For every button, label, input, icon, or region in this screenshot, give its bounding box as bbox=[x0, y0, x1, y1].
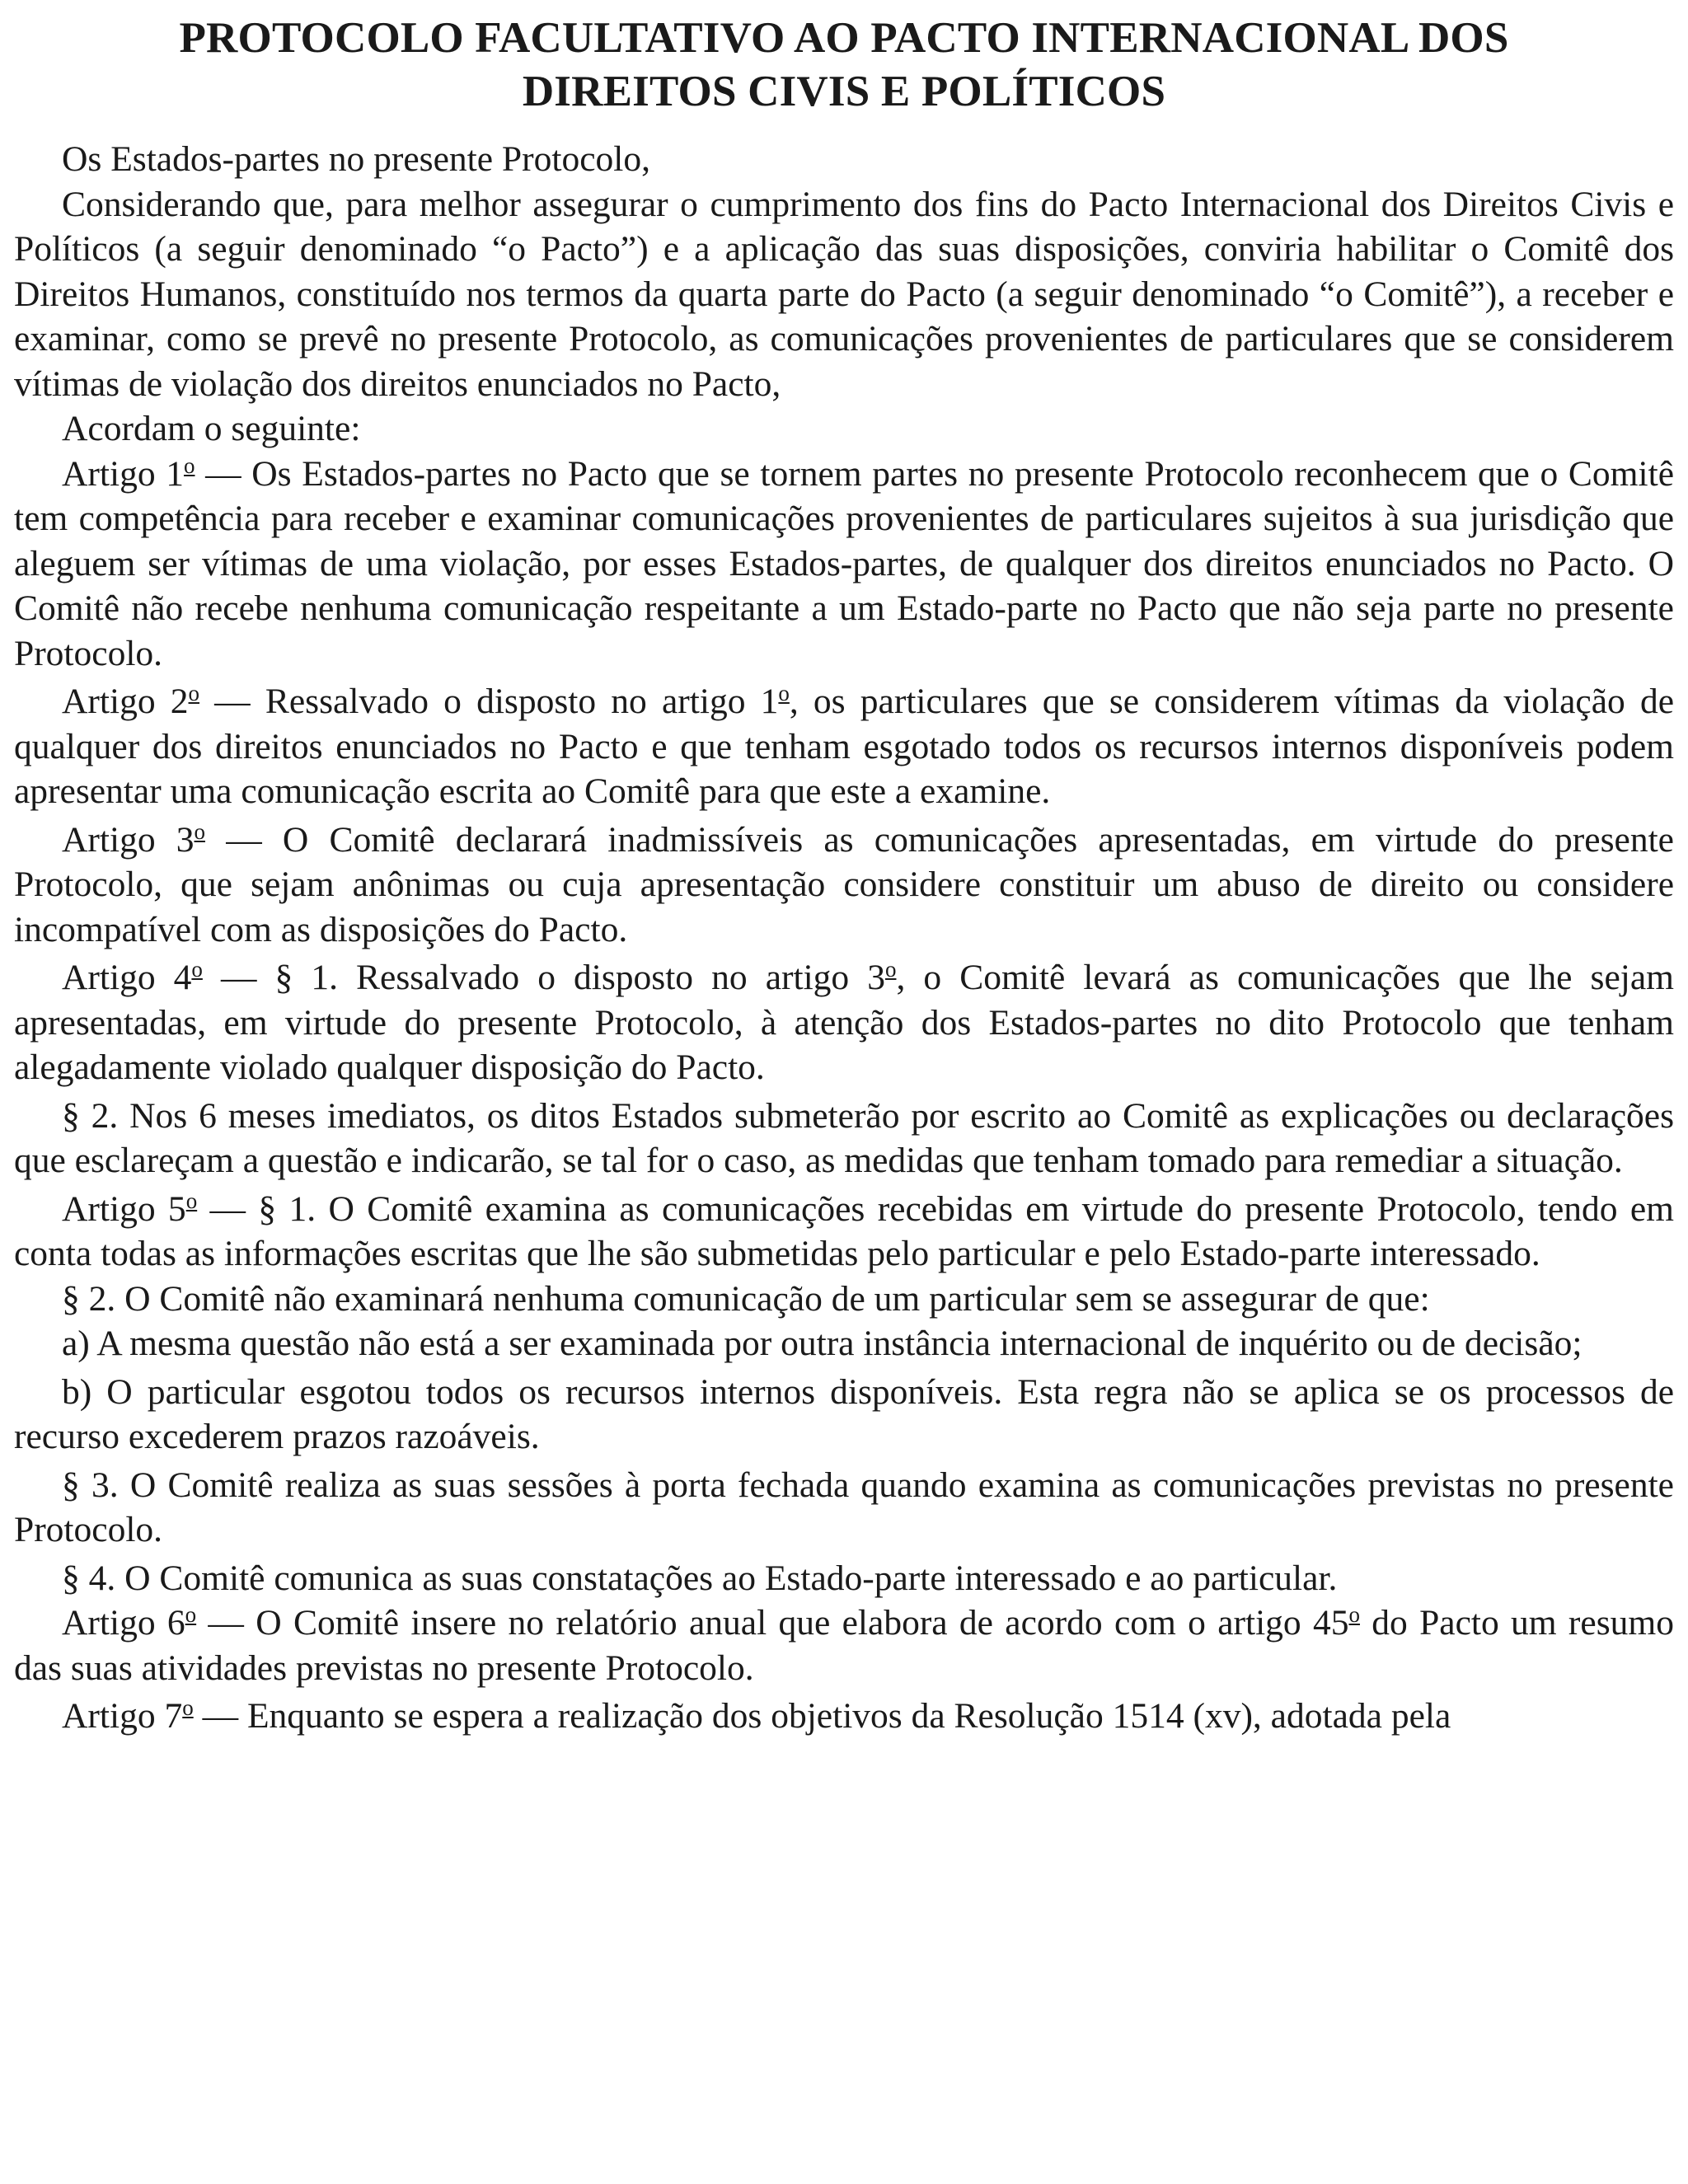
title-line-2: DIREITOS CIVIS E POLÍTICOS bbox=[522, 68, 1166, 115]
ordinal-mark: o bbox=[185, 1602, 197, 1628]
document-page bbox=[14, 12, 1674, 1739]
article-1: Artigo 1$^o$ — Os Estados-partes no Pacto que se tornem partes no presente Protocolo reconhecem que o Comitê tem competência para receber e examinar comunicações provenientes de particulares sujeitos à sua jurisdição que aleguem ser vítimas de uma violação, por esses Estados-partes, de qualquer dos direitos enunciados no Pacto. O Comitê não recebe nenhuma comunicação respeitante a um Estado-parte no Pacto que não seja parte no presente Protocolo. bbox=[14, 452, 1674, 673]
preamble-parties: Os Estados-partes no presente Protocolo, bbox=[62, 139, 650, 179]
ordinal-mark: o bbox=[194, 818, 205, 844]
ordinal-mark: o bbox=[1348, 1602, 1360, 1628]
article-5-paragraph-4: § 4. O Comitê comunica as suas constatações ao Estado-parte interessado e ao particular. bbox=[62, 1558, 1338, 1598]
ordinal-mark: o bbox=[182, 1695, 194, 1721]
article-5-item-a: a) A mesma questão não está a ser examinada por outra instância internacional de inquérito ou de decisão; bbox=[62, 1324, 1582, 1363]
title-line-1: PROTOCOLO FACULTATIVO AO PACTO INTERNACIONAL DOS bbox=[179, 14, 1509, 62]
preamble-agree: Acordam o seguinte: bbox=[62, 409, 361, 448]
ordinal-mark: o bbox=[183, 452, 195, 478]
document-title bbox=[14, 12, 1674, 119]
ordinal-mark: o bbox=[188, 681, 199, 706]
ordinal-mark: o bbox=[778, 681, 790, 706]
ordinal-mark: o bbox=[185, 1188, 198, 1213]
preamble-considering: Considerando que, para melhor assegurar o cumprimento dos fins do Pacto Internacional dos Direitos Civis e Políticos (a seguir denominado “o Pacto”) e a aplicação das suas disposições, conviria habilitar o Comitê dos Direitos Humanos, constituído nos termos da quarta parte do Pacto (a seguir denominado “o Comitê”), a receber e examinar, como se prevê no presente Protocolo, as comunicações provenientes de particulares que se considerem vítimas de violação dos direitos enunciados no Pacto, bbox=[14, 184, 1674, 404]
article-3: Artigo 3$^o$ — O Comitê declarará inadmissíveis as comunicações apresentadas, em virtude do presente Protocolo, que sejam anônimas ou cuja apresentação considere constituir um abuso de direito ou considere incompatível com as disposições do Pacto. bbox=[14, 818, 1674, 949]
ordinal-mark: o bbox=[191, 957, 203, 982]
article-4-paragraph-1: Artigo 4$^o$ — § 1. Ressalvado o disposto no artigo 3$^o$, o Comitê levará as comunicações que lhe sejam apresentadas, em virtude do presente Protocolo, à atenção dos Estados-partes no dito Protocolo que tenham alegadamente violado qualquer disposição do Pacto. bbox=[14, 957, 1674, 1087]
article-2: Artigo 2$^o$ — Ressalvado o disposto no artigo 1$^o$, os particulares que se considerem vítimas da violação de qualquer dos direitos enunciados no Pacto e que tenham esgotado todos os recursos internos disponíveis podem apresentar uma comunicação escrita ao Comitê para que este a examine. bbox=[14, 681, 1675, 811]
article-6: Artigo 6$^o$ — O Comitê insere no relatório anual que elabora de acordo com o artigo 45$^o$ do Pacto um resumo das suas atividades previstas no presente Protocolo. bbox=[14, 1602, 1674, 1688]
article-7: Artigo 7$^o$ — Enquanto se espera a realização dos objetivos da Resolução 1514 (xv), adotada pela bbox=[62, 1695, 1451, 1736]
article-5-paragraph-1: Artigo 5$^o$ — § 1. O Comitê examina as comunicações recebidas em virtude do presente Protocolo, tendo em conta todas as informações escritas que lhe são submetidas pelo particular e pelo Estado-parte interessado. bbox=[14, 1188, 1674, 1273]
article-4-paragraph-2: § 2. Nos 6 meses imediatos, os ditos Estados submeterão por escrito ao Comitê as explicações ou declarações que esclareçam a questão e indicarão, se tal for o caso, as medidas que tenham tomado para remediar a situação. bbox=[14, 1095, 1674, 1180]
article-5-paragraph-2: § 2. O Comitê não examinará nenhuma comunicação de um particular sem se assegurar de que: bbox=[62, 1278, 1430, 1319]
ordinal-mark: o bbox=[884, 957, 897, 982]
article-5-paragraph-3: § 3. O Comitê realiza as suas sessões à porta fechada quando examina as comunicações previstas no presente Protocolo. bbox=[14, 1465, 1674, 1549]
article-5-item-b: b) O particular esgotou todos os recursos internos disponíveis. Esta regra não se aplica se os processos de recurso excederem prazos razoáveis. bbox=[14, 1371, 1674, 1456]
